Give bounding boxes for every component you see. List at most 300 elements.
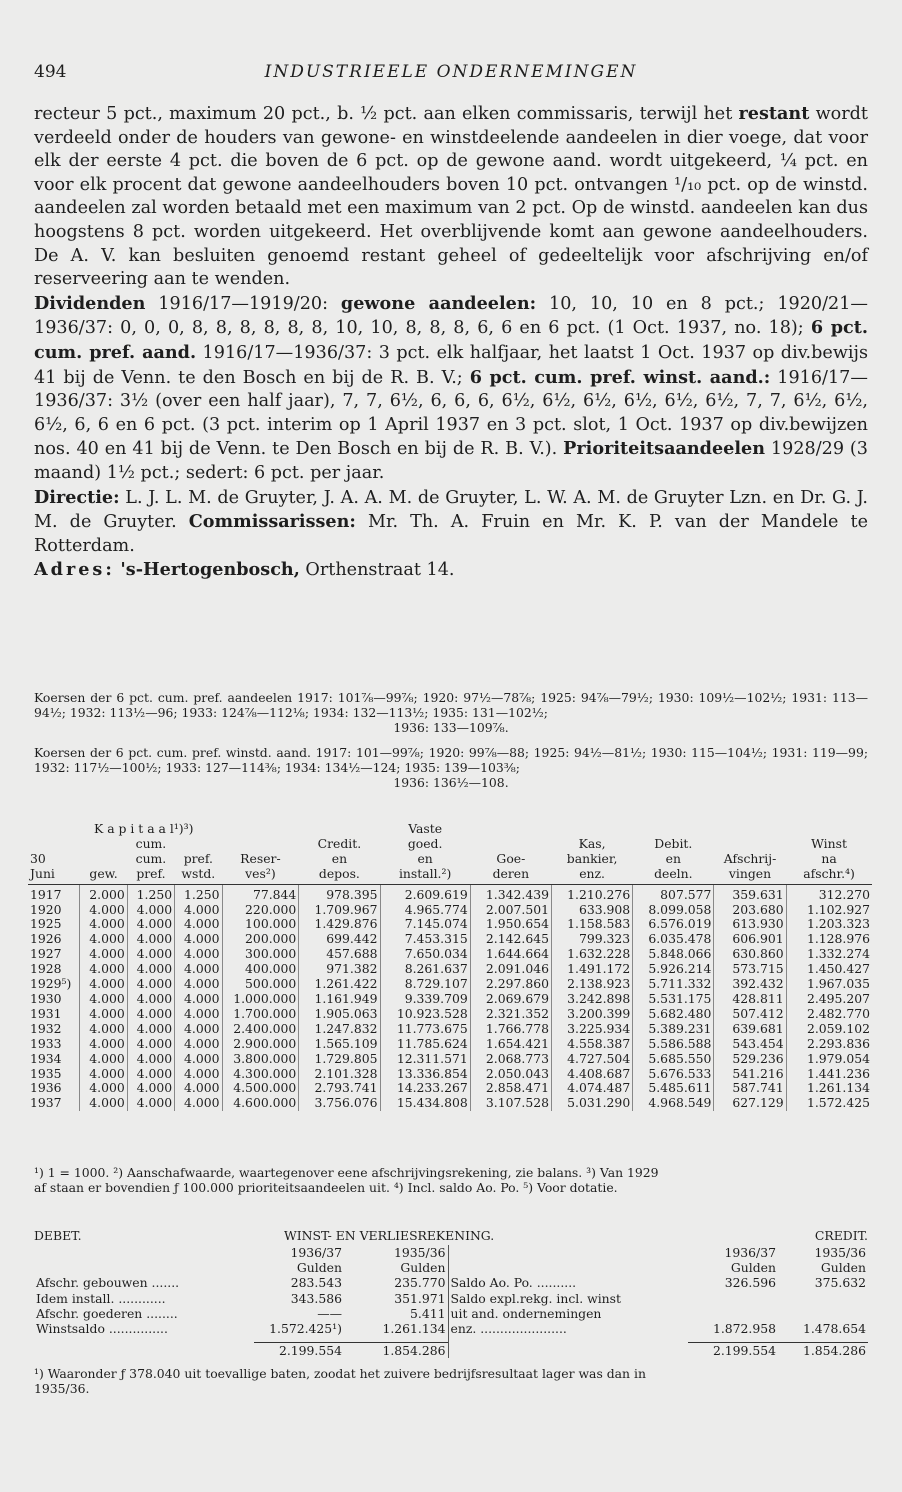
table-cell: 799.323 — [551, 932, 632, 947]
table-cell: 1.644.664 — [470, 947, 551, 962]
credit-label: uit and. ondernemingen — [448, 1306, 688, 1321]
debit-label: Idem install. ............ — [36, 1290, 166, 1306]
table-cell: 4.000 — [175, 1052, 222, 1067]
row-year: 1926 — [30, 931, 62, 947]
kapitaal-group-label: K a p i t a a l¹)³) — [94, 821, 194, 836]
bold-text: 's-Hertogenbosch, — [120, 559, 300, 581]
header-cell: 30 — [30, 850, 46, 866]
debit-value: —— — [317, 1305, 342, 1321]
row-year: 1932 — [30, 1020, 62, 1036]
koersen-winstd-text: Koersen der 6 pct. cum. pref. winstd. aand. 1917: 101—99⅞; 1920: 99⅞—88; 1925: 94½—81½; 1930: 115—104½; 1931: 119—99; 1932: 117½—100½; 1933: 127—114⅜; 1934: 134½—124; 1935: 139—103⅜; — [34, 745, 868, 776]
table-cell: 4.000 — [175, 903, 222, 918]
table-cell: 8.261.637 — [380, 962, 470, 977]
row-year: 1928 — [30, 961, 62, 977]
table-cell: 4.000 — [175, 977, 222, 992]
table-cell: 4.000 — [80, 917, 127, 932]
table-cell: 2.495.207 — [786, 992, 872, 1007]
header-cell: Credit. — [317, 835, 362, 851]
table-cell: 9.339.709 — [380, 992, 470, 1007]
debit-value: 283.543 — [290, 1275, 342, 1291]
table-cell: 4.000 — [80, 1067, 127, 1082]
table-cell: 4.000 — [80, 1096, 127, 1111]
table-cell: 4.558.387 — [551, 1037, 632, 1052]
header-row — [28, 867, 872, 884]
debit-total: 2.199.554 — [254, 1342, 344, 1358]
table-cell: 4.000 — [80, 1007, 127, 1022]
row-year: 1925 — [30, 916, 62, 932]
header-cell: Afschrij- — [723, 850, 777, 866]
table-cell: 2.297.860 — [470, 977, 551, 992]
table-cell: 1.203.323 — [786, 917, 872, 932]
bold-text: Commissarissen: — [188, 511, 356, 533]
table-cell: 3.225.934 — [551, 1022, 632, 1037]
header-cell: vingen — [714, 867, 786, 884]
table-cell: 1.729.805 — [299, 1052, 380, 1067]
table-cell: 6.576.019 — [633, 917, 714, 932]
table-cell: 1.250 — [127, 884, 174, 902]
table-row — [34, 1342, 868, 1358]
credit-value — [778, 1291, 868, 1306]
table-cell: 2.050.043 — [470, 1067, 551, 1082]
table-cell: 1.247.832 — [299, 1022, 380, 1037]
spacer-cell — [34, 1342, 254, 1358]
table-cell: 5.031.290 — [551, 1096, 632, 1111]
text-run: 1916/17—1936/37: 3½ (over een half jaar), 7, 7, 6½, 6, 6, 6, 6½, 6½, 6½, 6½, 6½, 6½, 7, 7, 6½, 6½, 6½, 6, 6 en 6 pct. (3 pct. interim op 1 April 1937 en 3 pct. slot, 1 Oct. 1937 op div.bewijzen nos. 40 en 41 bij de Venn. te Den Bosch en bij de R. B. V.). — [34, 367, 868, 460]
spacer-cell — [448, 1342, 688, 1358]
table-cell: 10.923.528 — [380, 1007, 470, 1022]
header-cell: en — [331, 850, 348, 866]
table-row — [28, 992, 872, 1007]
table-cell: 1.709.967 — [299, 903, 380, 918]
table-cell: 4.000 — [80, 947, 127, 962]
table-cell: 4.000 — [127, 1081, 174, 1096]
table-cell: 587.741 — [714, 1081, 786, 1096]
spacer-cell — [34, 1260, 254, 1275]
text-run: Mr. Th. A. Fruin en Mr. K. P. van der Mandele te Rotterdam. — [34, 512, 868, 556]
table-cell: 1.491.172 — [551, 962, 632, 977]
credit-value: 1.478.654 — [802, 1321, 866, 1337]
table-cell: 500.000 — [222, 977, 299, 992]
header-spacer — [470, 822, 872, 837]
table-cell: 4.000 — [127, 903, 174, 918]
table-cell: 11.773.675 — [380, 1022, 470, 1037]
table-cell: 5.682.480 — [633, 1007, 714, 1022]
credit-value — [688, 1291, 778, 1306]
column-header: Gulden — [296, 1260, 342, 1276]
table-cell: 2.142.645 — [470, 932, 551, 947]
bold-text: Prioriteitsaandeelen — [563, 438, 766, 460]
page-number: 494 — [34, 62, 67, 82]
table-cell: 312.270 — [786, 884, 872, 902]
table-cell: 4.000 — [127, 1022, 174, 1037]
table-cell: 2.900.000 — [222, 1037, 299, 1052]
table-cell: 4.000 — [80, 1052, 127, 1067]
row-year: 1930 — [30, 990, 62, 1006]
koersen-winstd — [34, 745, 868, 791]
winst-verlies-heading — [34, 1228, 868, 1245]
column-header: 1936/37 — [724, 1245, 776, 1260]
text-run: recteur 5 pct., maximum 20 pct., b. ½ pct. aan elken commissaris, terwijl het — [34, 104, 739, 124]
credit-value — [778, 1306, 868, 1321]
table-cell: 4.300.000 — [222, 1067, 299, 1082]
table-cell: 5.531.175 — [633, 992, 714, 1007]
table-cell: 5.848.066 — [633, 947, 714, 962]
table-cell: 4.000 — [80, 1022, 127, 1037]
table-cell: 1.905.063 — [299, 1007, 380, 1022]
header-cell: en — [417, 850, 433, 866]
table-cell: 8.729.107 — [380, 977, 470, 992]
table-row — [28, 1037, 872, 1052]
header-cell — [714, 837, 786, 852]
table-cell: 1.000.000 — [222, 992, 299, 1007]
debit-value: 1.261.134 — [382, 1321, 446, 1337]
table-cell: 4.000 — [175, 1067, 222, 1082]
credit-value: 375.632 — [814, 1275, 866, 1291]
column-header: Gulden — [730, 1260, 776, 1276]
table-cell: 4.000 — [175, 962, 222, 977]
header-cell: na — [821, 850, 837, 866]
table-row — [28, 903, 872, 918]
table-cell: 300.000 — [222, 947, 299, 962]
table-cell: 200.000 — [222, 932, 299, 947]
table-cell: 4.000 — [127, 1067, 174, 1082]
table-cell: 4.000 — [127, 1007, 174, 1022]
column-header: 1936/37 — [290, 1245, 342, 1260]
table-row — [28, 884, 872, 902]
table-cell: 12.311.571 — [380, 1052, 470, 1067]
debit-value: 1.572.425¹) — [269, 1321, 342, 1337]
table-cell: 4.000 — [175, 917, 222, 932]
header-cell — [28, 837, 80, 852]
table-cell: 13.336.854 — [380, 1067, 470, 1082]
table-cell: 529.236 — [714, 1052, 786, 1067]
table-cell: 1.950.654 — [470, 917, 551, 932]
table-cell: 428.811 — [714, 992, 786, 1007]
table-cell: 4.500.000 — [222, 1081, 299, 1096]
kapitaal-table-body — [28, 884, 872, 1111]
table-cell: 4.000 — [175, 947, 222, 962]
table-cell: 1.979.054 — [786, 1052, 872, 1067]
bold-text: Directie: — [34, 486, 120, 508]
header-cell: install.²) — [380, 867, 470, 884]
kapitaal-table-head — [28, 822, 872, 884]
footnote-line: af staan er bovendien ƒ 100.000 prioriteitsaandeelen uit. ⁴) Incl. saldo Ao. Po. ⁵) Voor dotatie. — [34, 1180, 618, 1196]
text-run: wordt verdeeld onder de houders van gewone- en winstdeelende aandeelen in dier voege, dat voor elk der eerste 4 pct. die boven de 6 pct. op de gewone aand. wordt uitgekeerd, ¼ pct. en voor elk procent dat gewone aandeelhouders boven 10 pct. ontvangen ¹/₁₀ pct. op de winstd. aandeelen zal worden betaald met een maximum van 2 pct. Op de winstd. aandeelen kan dus hoogstens 8 pct. worden uitgekeerd. Het overblijvende komt aan gewone aandeelhouders. De A. V. kan besluiten genoemd restant geheel of gedeeltelijk voor afschrijving en/of reserveering aan te wenden. — [34, 104, 868, 290]
header-cell: pref. — [183, 850, 213, 866]
footnote-line: ¹) Waaronder ƒ 378.040 uit toevallige baten, zoodat het zuivere bedrijfsresultaat lager was dan in — [34, 1365, 646, 1381]
table-row — [34, 1245, 868, 1260]
table-cell: 4.000 — [175, 1096, 222, 1111]
running-title: INDUSTRIEELE ONDERNEMINGEN — [264, 62, 638, 82]
table-cell: 639.681 — [714, 1022, 786, 1037]
table-row — [28, 977, 872, 992]
header-cell — [80, 837, 127, 852]
row-year: 1936 — [30, 1080, 62, 1096]
footnote-line: 1935/36. — [34, 1381, 90, 1397]
header-cell: Reser- — [240, 850, 281, 866]
winst-verlies-table — [34, 1245, 868, 1358]
table-cell: 6.035.478 — [633, 932, 714, 947]
koersen-cum-pref-last: 1936: 133—109⅞. — [393, 720, 509, 736]
row-year: 1927 — [30, 946, 62, 962]
table-cell: 1.565.109 — [299, 1037, 380, 1052]
table-cell: 4.000 — [175, 932, 222, 947]
bold-text: Adres: — [34, 559, 115, 581]
table-cell: 1.766.778 — [470, 1022, 551, 1037]
table-cell: 2.068.773 — [470, 1052, 551, 1067]
table-cell: 541.216 — [714, 1067, 786, 1082]
winst-verlies-body — [34, 1245, 868, 1358]
paragraph-dividenden — [34, 292, 868, 486]
header-cell: Winst — [811, 835, 847, 851]
header-cell: cum. — [135, 835, 167, 851]
table-cell: 4.000 — [127, 1096, 174, 1111]
header-cell: en — [665, 850, 681, 866]
debit-value: 5.411 — [410, 1305, 446, 1321]
table-cell: 11.785.624 — [380, 1037, 470, 1052]
table-cell: 7.145.074 — [380, 917, 470, 932]
table-cell: 1.700.000 — [222, 1007, 299, 1022]
header-cell — [80, 852, 127, 867]
table-cell: 4.408.687 — [551, 1067, 632, 1082]
table-cell: 1.161.949 — [299, 992, 380, 1007]
table-cell: 7.650.034 — [380, 947, 470, 962]
table-cell: 1.572.425 — [786, 1096, 872, 1111]
paragraph-directie — [34, 486, 868, 559]
table-cell: 2.793.741 — [299, 1081, 380, 1096]
table-cell: 392.432 — [714, 977, 786, 992]
table-cell: 2.138.923 — [551, 977, 632, 992]
table-cell: 4.000 — [175, 992, 222, 1007]
table-cell: 2.293.836 — [786, 1037, 872, 1052]
table-cell: 220.000 — [222, 903, 299, 918]
credit-value — [688, 1306, 778, 1321]
row-year: 1929⁵) — [30, 976, 72, 992]
table-row — [28, 1081, 872, 1096]
table-cell: 5.676.533 — [633, 1067, 714, 1082]
header-cell: Debit. — [654, 835, 693, 851]
header-cell: Goe- — [496, 850, 526, 866]
table-cell: 15.434.808 — [380, 1096, 470, 1111]
table-cell: 1.158.583 — [551, 917, 632, 932]
table-cell: 5.711.332 — [633, 977, 714, 992]
table-cell: 1.128.976 — [786, 932, 872, 947]
table-cell: 978.395 — [299, 884, 380, 902]
credit-total: 1.854.286 — [778, 1342, 868, 1358]
header-cell: Vaste — [408, 821, 443, 836]
table-row — [34, 1275, 868, 1290]
credit-label: Saldo Ao. Po. .......... — [448, 1275, 688, 1290]
table-cell: 4.000 — [175, 1081, 222, 1096]
header-cell: depos. — [299, 867, 380, 884]
bold-text: Dividenden — [34, 292, 146, 314]
row-year: 1920 — [30, 901, 62, 917]
table-cell: 4.074.487 — [551, 1081, 632, 1096]
header-row — [28, 837, 872, 852]
table-cell: 507.412 — [714, 1007, 786, 1022]
header-cell: deeln. — [633, 867, 714, 884]
table-cell: 4.727.504 — [551, 1052, 632, 1067]
text-run: 1916/17—1936/37: 3 pct. elk halfjaar, het laatst 1 Oct. 1937 op div.bewijs 41 bij de Venn. te den Bosch en bij de R. B. V.; — [34, 342, 868, 388]
table-row — [34, 1260, 868, 1275]
table-cell: 627.129 — [714, 1096, 786, 1111]
table-cell: 400.000 — [222, 962, 299, 977]
table-cell: 1.654.421 — [470, 1037, 551, 1052]
table-cell: 606.901 — [714, 932, 786, 947]
bold-text: gewone aandeelen: — [340, 292, 537, 314]
table-cell: 4.000 — [127, 1052, 174, 1067]
table-cell: 633.908 — [551, 903, 632, 918]
header-cell: wstd. — [175, 867, 222, 884]
table-cell: 457.688 — [299, 947, 380, 962]
spacer-cell — [448, 1245, 688, 1260]
table-cell: 3.800.000 — [222, 1052, 299, 1067]
table-cell: 1.632.228 — [551, 947, 632, 962]
table-cell: 1.429.876 — [299, 917, 380, 932]
table-row — [34, 1321, 868, 1336]
header-cell: ves²) — [222, 867, 299, 884]
table-cell: 4.965.774 — [380, 903, 470, 918]
header-cell — [222, 837, 299, 852]
table-cell: 2.482.770 — [786, 1007, 872, 1022]
table-row — [28, 947, 872, 962]
table-cell: 5.586.588 — [633, 1037, 714, 1052]
table-cell: 1.342.439 — [470, 884, 551, 902]
credit-label: enz. ...................... — [448, 1321, 688, 1336]
table-cell: 2.609.619 — [380, 884, 470, 902]
header-cell: enz. — [551, 867, 632, 884]
table-row — [34, 1291, 868, 1306]
header-cell: pref. — [127, 867, 174, 884]
table-cell: 4.000 — [80, 962, 127, 977]
header-cell: afschr.⁴) — [786, 867, 872, 884]
koersen-winstd-last: 1936: 136½—108. — [393, 775, 509, 791]
table-cell: 4.000 — [127, 962, 174, 977]
row-year: 1933 — [30, 1035, 62, 1051]
table-cell: 4.000 — [127, 932, 174, 947]
table-cell: 4.000 — [80, 932, 127, 947]
header-row — [28, 852, 872, 867]
table-row — [28, 1067, 872, 1082]
table-cell: 1.210.276 — [551, 884, 632, 902]
table-cell: 971.382 — [299, 962, 380, 977]
table-cell: 2.321.352 — [470, 1007, 551, 1022]
table-cell: 2.400.000 — [222, 1022, 299, 1037]
table-cell: 3.107.528 — [470, 1096, 551, 1111]
winst-verlies-title: WINST- EN VERLIESREKENING. — [284, 1228, 495, 1243]
table-row — [28, 917, 872, 932]
body-text — [34, 102, 868, 583]
table-cell: 573.715 — [714, 962, 786, 977]
header-cell: goed. — [407, 835, 443, 851]
table-cell: 4.000 — [80, 903, 127, 918]
table-cell: 4.000 — [80, 992, 127, 1007]
spacer-cell — [34, 1245, 254, 1260]
debit-label: Afschr. gebouwen ....... — [36, 1275, 180, 1291]
table-cell: 1.450.427 — [786, 962, 872, 977]
table-cell: 203.680 — [714, 903, 786, 918]
table-row — [28, 1096, 872, 1111]
table-cell: 359.631 — [714, 884, 786, 902]
debit-value: 343.586 — [290, 1290, 342, 1306]
table-cell: 3.756.076 — [299, 1096, 380, 1111]
table-cell: 2.091.046 — [470, 962, 551, 977]
debit-label: Winstsaldo ............... — [36, 1321, 168, 1337]
bold-text: 6 pct. cum. pref. winst. aand.: — [469, 366, 771, 388]
table-cell: 4.000 — [175, 1022, 222, 1037]
debit-label: Afschr. goederen ........ — [36, 1305, 178, 1321]
header-cell: Juni — [28, 867, 80, 884]
table-cell: 5.485.611 — [633, 1081, 714, 1096]
table-cell: 4.000 — [127, 947, 174, 962]
table-cell: 2.007.501 — [470, 903, 551, 918]
table-cell: 4.968.549 — [633, 1096, 714, 1111]
table-cell: 1.102.927 — [786, 903, 872, 918]
table-cell: 699.442 — [299, 932, 380, 947]
table-cell: 7.453.315 — [380, 932, 470, 947]
table-cell: 4.000 — [80, 1081, 127, 1096]
credit-label: CREDIT. — [814, 1228, 868, 1243]
table-row — [28, 1022, 872, 1037]
text-run: L. J. L. M. de Gruyter, J. A. A. M. de Gruyter, L. W. A. M. de Gruyter Lzn. en Dr. G. J. M. de Gruyter. — [34, 487, 868, 533]
table-row — [28, 962, 872, 977]
table-cell: 1.261.134 — [786, 1081, 872, 1096]
table-cell: 2.000 — [80, 884, 127, 902]
table-cell: 1.250 — [175, 884, 222, 902]
row-year: 1934 — [30, 1050, 62, 1066]
header-cell — [470, 837, 551, 852]
header-cell: cum. — [135, 850, 167, 866]
paragraph-adres — [34, 558, 868, 583]
table-cell: 2.858.471 — [470, 1081, 551, 1096]
text-run: Orthenstraat 14. — [299, 560, 455, 581]
table-cell: 4.600.000 — [222, 1096, 299, 1111]
table-cell: 5.685.550 — [633, 1052, 714, 1067]
table-cell: 4.000 — [175, 1007, 222, 1022]
footnote-line: ¹) 1 = 1000. ²) Aanschafwaarde, waartegenover eene afschrijvingsrekening, zie balans. ³) Van 1929 — [34, 1165, 659, 1180]
table-cell: 14.233.267 — [380, 1081, 470, 1096]
credit-total: 2.199.554 — [688, 1342, 778, 1358]
table-row — [28, 1052, 872, 1067]
row-year: 1931 — [30, 1005, 62, 1021]
table-cell: 2.069.679 — [470, 992, 551, 1007]
table-cell: 4.000 — [175, 1037, 222, 1052]
debit-value: 235.770 — [394, 1275, 446, 1291]
table-cell: 1.332.274 — [786, 947, 872, 962]
debit-value: 351.971 — [394, 1290, 446, 1306]
table-cell: 77.844 — [222, 884, 299, 902]
table-cell: 3.242.898 — [551, 992, 632, 1007]
bold-text: 6 pct. cum. pref. aand. — [34, 317, 869, 363]
spacer-cell — [448, 1260, 688, 1275]
table-cell: 3.200.399 — [551, 1007, 632, 1022]
page-header — [34, 62, 868, 88]
table-cell: 630.860 — [714, 947, 786, 962]
table-cell: 1.441.236 — [786, 1067, 872, 1082]
credit-value: 1.872.958 — [712, 1321, 776, 1337]
table-cell: 4.000 — [127, 917, 174, 932]
kapitaal-table — [28, 822, 872, 1111]
table-cell: 4.000 — [127, 992, 174, 1007]
table-cell: 2.101.328 — [299, 1067, 380, 1082]
table-cell: 5.926.214 — [633, 962, 714, 977]
text-run: 1928/29 (3 maand) 1½ pct.; sedert: 6 pct. per jaar. — [34, 439, 868, 483]
koersen-cum-pref-text: Koersen der 6 pct. cum. pref. aandeelen 1917: 101⅞—99⅞; 1920: 97½—78⅞; 1925: 94⅞—79½; 1930: 109½—102½; 1931: 113—94½; 1932: 113½—96; 1933: 124⅞—112⅛; 1934: 132—113½; 1935: 131—102½; — [34, 690, 868, 721]
header-cell: Kas, — [578, 835, 606, 851]
table-cell: 4.000 — [80, 977, 127, 992]
winst-verlies-rekening — [34, 1228, 868, 1396]
table-cell: 2.059.102 — [786, 1022, 872, 1037]
